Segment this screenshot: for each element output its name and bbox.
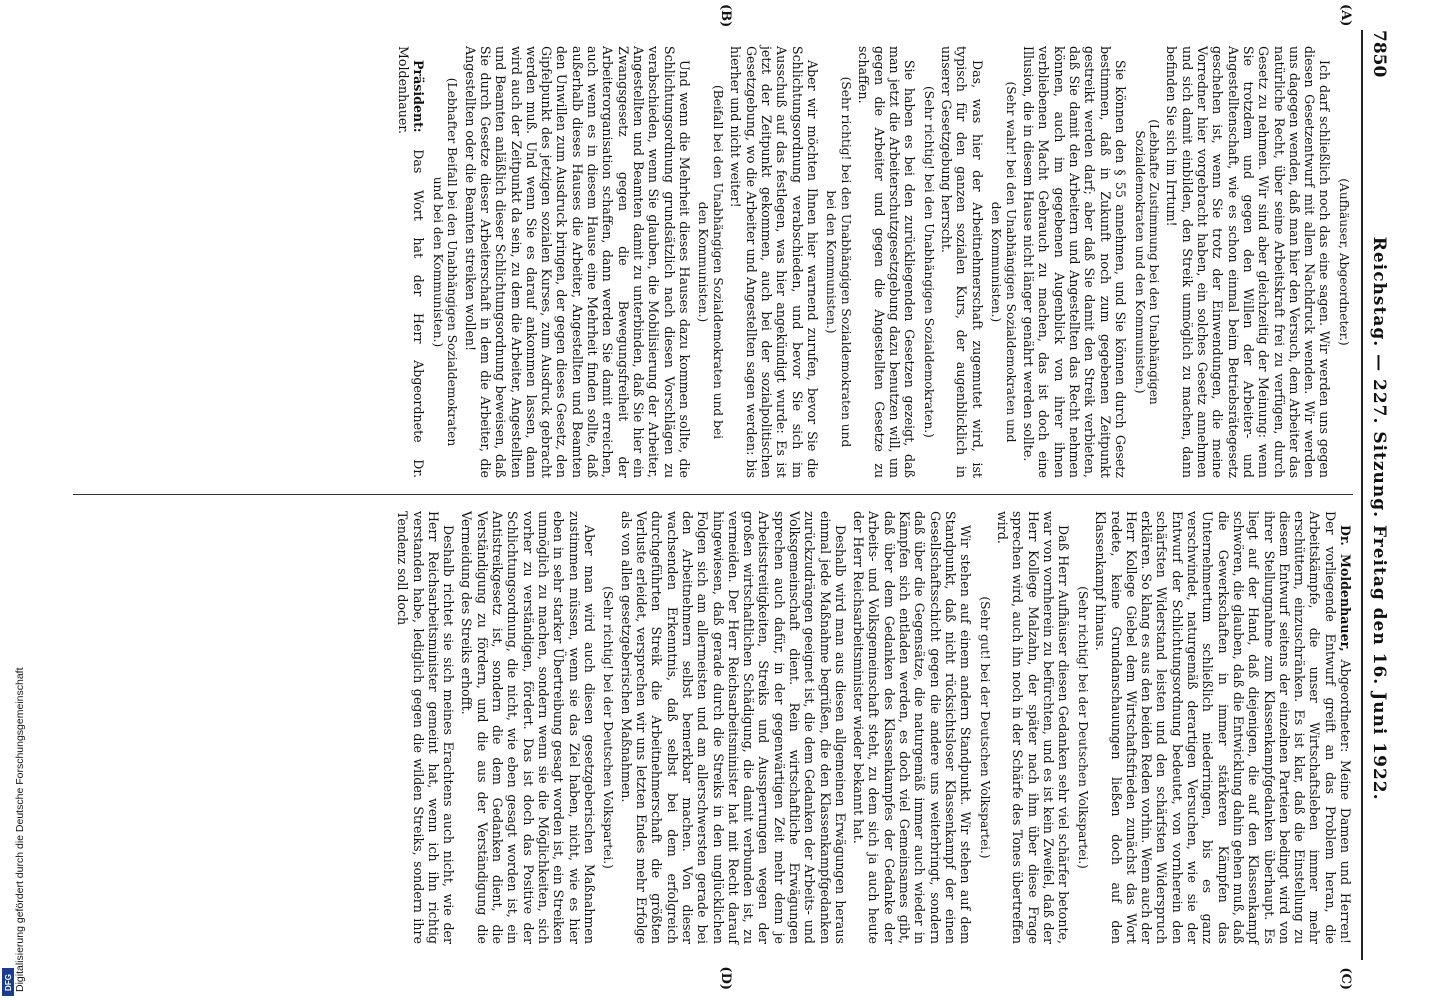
page-title: Reichstag. — 227. Sitzung. Freitag den 16. Juni 1922. [1369, 236, 1389, 801]
paragraph: Deshalb richtet sie sich meines Erachtens auch nicht, wie der Herr Reichsarbeitsminister gemeint hat, wenn ich ihn richtig verstanden habe, lediglich gegen die wilden Streiks, sondern ihre Tendenz soll doch [395, 511, 457, 944]
speaker-text: Abgeordneter: Meine Damen und Herren! Der vorliegende Entwurf greift an das Problem heran, die Arbeitskämpfe, die unser Wirtschaftsleben immer mehr erschüttern, einzuschränken. Es ist klar, daß die Einstellung zu diesem Entwurf seitens der einzelnen Parteien bedingt wird von ihrer Stellungnahme zum Klassenkampfgedanken überhaupt. Es liegt auf der Hand, daß diejenigen, die auf den Klassenkampf schwören, die glauben, daß die Entwicklung dahin gehen muß, daß die Gewerkschaften in immer stärkeren Kämpfen das Unternehmertum schließlich niederringen, bis es ganz verschwindet, naturgemäß derartigen Versuchen, wie sie der Entwurf der Schlichtungsordnung bedeutet, von vornherein den schärfsten Widerstand leisten und den schärfsten Widerspruch erklären. So klang es aus den beiden Reden vorhin. Wenn auch der Herr Kollege Giebel dem Wirtschaftsfrieden zunächst das Wort redete, keine Grundanschauungen ließen doch auf den Klassenkampf hinaus. [1093, 511, 1353, 944]
paragraph: Wir stehen auf einem andern Standpunkt. Wir stehen auf dem Standpunkt, daß nicht rücksichtsloser Klassenkampf der einen Gesellschaftsschicht gegen die andere uns weiterbringt, sondern daß über die Gegensätze, die naturgemäß immer auch wieder in Kämpfen sich entladen werden, es doch viel Gemeinsames gibt, daß über dem Gedanken des Klassenkampfes der Gedanke der Arbeits- und Volksgemeinschaft steht, zu dem sich ja auch heute der Herr Reichsarbeitsminister wieder bekannt hat. [851, 511, 974, 944]
paragraph: Sie können den § 55 annehmen, und Sie können durch Gesetz bestimmen, daß in Zukunft noch zum gegebenen Zeitpunkt gestreikt werden darf; aber daß Sie damit den Streik verbieten, daß Sie damit den Arbeitern und Angestellten das Recht nehmen können, auch im gegebenen Augenblick von ihrer ihnen verbliebenen Macht Gebrauch zu machen, das ist doch eine Illusion, die in diesem Hause nicht länger genährt werden sollte. [1021, 46, 1128, 478]
speaker-name: Präsident: [411, 60, 427, 133]
margin-mark-c: (C) [1338, 967, 1353, 990]
dfg-logo: DFG [2, 968, 14, 996]
left-column [73, 4, 1353, 495]
paragraph: Aber wir möchten Ihnen hier warnend zurufen, bevor Sie die Schlichtungsordnung verabschieden, und bevor Sie sich im Ausschuß auf das festlegen, was hier angekündigt wurde: Es ist jetzt der Zeitpunkt gekommen, auch bei der sozialpolitischen Gesetzgebung, wo die Arbeiter und Angestellten sagen werden: bis hierher und nicht weiter! [728, 46, 820, 478]
reaction-note: (Sehr richtig! bei der Deutschen Volkspartei.) [601, 586, 616, 869]
reaction-note: (Sehr richtig! bei den Unabhängigen Sozialdemokraten.) [921, 86, 936, 438]
paragraph: Ich darf schließlich noch das eine sagen. Wir werden uns gegen diesen Gesetzentwurf mit allem Nachdruck wenden. Wir werden uns dagegen wenden, daß man hier den Versuch, dem Arbeiter das natürliche Recht, über seine Arbeitskraft frei zu verfügen, durch Gesetz zu nehmen. Wir sind aber gleichzeitig der Meinung: wenn Sie trotzdem und gegen den Willen der Arbeiter- und Angestelltenschaft, wie es schon einmal beim Betriebsrätegesetz geschehen ist, wenn Sie trotz der Einwendungen, die meine Vorredner hier vorgebracht haben, ein solches Gesetz annehmen und sich damit einbilden, den Streik unmöglich zu machen, dann befinden Sie sich im Irrtum! [1164, 46, 1333, 478]
speaker-name: Dr. Moldenhauer, [1338, 525, 1353, 652]
paragraph: Daß Herr Aufhäuser diesen Gedanken sehr viel schärfer betonte, war von vornherein zu befürchten, und es ist kein Zweifel, daß der Herr Kollege Malzahn, der später nach ihm über diese Frage sprechen wird, auch ihn noch in der Schärfe des Tones übertreffen wird. [995, 511, 1072, 944]
paragraph: Aber man wird auch diesen gesetzgeberischen Maßnahmen zustimmen müssen, wenn sie das Ziel haben, nicht, wie es hier eben in sehr starker Übertreibung gesagt worden ist, ein Streiken unmöglich zu machen, sondern wenn sie die Möglichkeiten, sich vorher zu verständigen, fördert. Das ist doch das Positive der Schlichtungsordnung, die nicht, wie eben gesagt worden ist, ein Antistreikgesetz ist, sondern die dem Gedanken dient, die Verständigung zu fördern, und die aus der Verständigung die Vermeidung des Streiks erhofft. [459, 511, 597, 944]
right-column [73, 495, 1353, 990]
paragraph: Das, was hier der Arbeitnehmerschaft zugemutet wird, ist typisch für den ganzen sozialen Kurs, der augenblicklich in unserer Gesetzgebung herrscht. [939, 46, 985, 478]
paragraph: Deshalb wird man aus diesen allgemeinen Erwägungen heraus einmal jede Maßnahme begrüßen, die den Klassenkampfgedanken zurückzudrängen geeignet ist, die dem Gedanken der Arbeits- und Volksgemeinschaft dient. Rein wirtschaftliche Erwägungen sprechen auch dafür, in der gegenwärtigen Zeit mehr denn je Arbeitsstreitigkeiten, Streiks und Aussperrungen wegen der großen wirtschaftlichen Schädigung, die damit verbunden ist, zu vermeiden. Der Herr Reichsarbeitsminister hat mit Recht darauf hingewiesen, daß gerade durch die Streiks in den unglücklichen Folgen sich am allermeisten und am allerschwersten gerade bei den Arbeitnehmern selbst bemerkbar machen. Von dieser wachsenden Erkenntnis, daß selbst bei dem erfolgreich durchgeführten Streik die Arbeitnehmerschaft die größten Verluste erleidet, versprechen wir uns letzten Endes mehr Erfolge als von allen gesetzgeberischen Maßnahmen. [618, 511, 848, 944]
reaction-note: (Sehr richtig! bei der Deutschen Volkspartei.) [1075, 586, 1090, 869]
speaker-text: Das Wort hat der Herr Abgeordnete Dr. Moldenhauer. [395, 46, 427, 478]
paragraph: Sie haben es bei den zurückliegenden Gesetzen gezeigt, daß man jetzt die Arbeiterschutzgesetzgebung dazu benutzen will, um gegen die Arbeiter und gegen die Angestellten Gesetze zu schaffen. [856, 46, 918, 478]
page-header [1361, 30, 1389, 960]
paragraph: Und wenn die Mehrheit dieses Hauses dazu kommen sollte, die Schlichtungsordnung grundsätzlich nach diesen Vorschlägen zu verabschieden, wenn Sie glauben, die Mobilisierung der Arbeiter, Angestellten und Beamten damit zu unterbinden, daß Sie hier ein Zwangsgesetz gegen die Bewegungsfreiheit der Arbeiterorganisation schaffen, dann werden Sie damit erreichen, auch wenn es in diesem Hause eine Mehrheit finden sollte, daß außerhalb dieses Hauses die Arbeiter, Angestellten und Beamten den Unwillen zum Ausdruck bringen, der gegen dieses Gesetz, den Gipfelpunkt des jetzigen sozialen Kurses, zum Ausdruck gebracht werden muß. Und wenn Sie es darauf ankommen lassen, dann wird auch der Zeitpunkt da sein, zu dem die Arbeiter, Angestellten und Beamten anläßlich dieser Schlichtungsordnung beweisen, daß Sie durch Gesetze dieser Arbeiterschaft in dem die Arbeiter, die Angestellten oder die Beamten streiken wollen! [462, 46, 692, 478]
footer-strip [0, 0, 26, 1000]
reaction-note: (Aufhäuser, Abgeordneter.) [1337, 178, 1351, 346]
page-number: 7850 [1369, 30, 1389, 78]
reaction-note: (Lebhafter Beifall bei den Unabhängigen Sozialdemokraten und bei den Kommunisten.) [430, 77, 460, 447]
reaction-note: (Lebhafte Zustimmung bei den Unabhängigen Sozialdemokraten und den Kommunisten.) [1132, 119, 1162, 405]
margin-mark-d: (D) [718, 966, 733, 990]
speaker-paragraph [396, 46, 427, 478]
margin-mark-b: (B) [718, 4, 733, 28]
reaction-note: (Sehr richtig! bei den Unabhängigen Sozialdemokraten und bei den Kommunisten.) [824, 76, 854, 448]
scanned-page [17, 0, 1417, 1000]
speaker-paragraph [1093, 511, 1353, 944]
margin-mark-a: (A) [1338, 4, 1353, 27]
reaction-note: (Sehr gut! bei der Deutschen Volkspartei.) [977, 596, 992, 859]
reaction-note: (Sehr wahr! bei den Unabhängigen Sozialdemokraten und den Kommunisten.) [989, 81, 1018, 443]
digitization-credit: Digitalisierung gefördert durch die Deutsche Forschungsgemeinschaft [14, 667, 26, 992]
text-columns [73, 4, 1353, 990]
reaction-note: (Beifall bei den Unabhängigen Sozialdemokraten und bei den Kommunisten.) [696, 84, 726, 440]
